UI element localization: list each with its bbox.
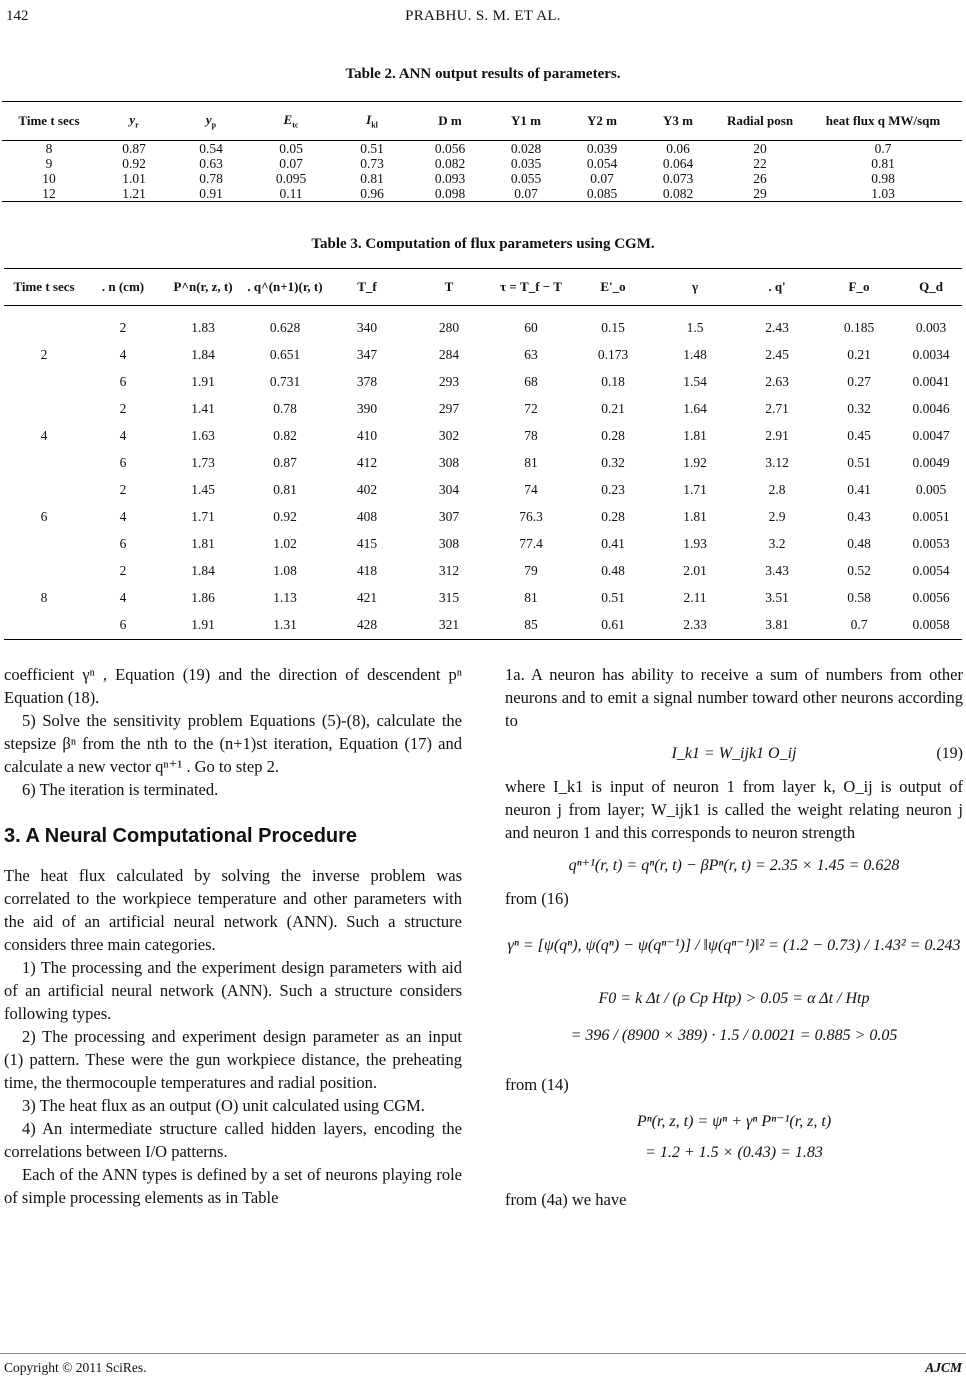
time-cell [4,557,84,584]
t3-col-eo: E'_o [572,269,654,306]
table-cell: 0.61 [572,611,654,640]
table-cell: 2.11 [683,589,707,605]
table-cell: 0.91 [172,186,250,202]
t3-col-tf: T_f [326,269,408,306]
table-cell: 8 [45,141,53,156]
table3-caption: Table 3. Computation of flux parameters using CGM. [311,236,655,252]
footer-rule [0,1353,966,1354]
table-cell: 390 [356,400,378,416]
table-cell: 0.093 [434,171,466,186]
t2-col-e: $E_{tc}$ [250,102,332,141]
table-cell: 0.651 [269,346,301,362]
equation-p-a: Pⁿ(r, z, t) = ψⁿ + γⁿ Pⁿ⁻¹(r, z, t) [636,1113,832,1130]
table-cell: 0.095 [275,171,307,186]
from-14-label: from (14) [505,1075,569,1094]
table-cell: 297 [438,400,460,416]
left-para-ann: Each of the ANN types is defined by a set of neurons playing role of simple processing elements as in Table [4,1165,462,1207]
table-cell: 0.28 [601,508,625,524]
table-cell: 0.0047 [912,427,950,443]
t2-col-y3: Y3 m [640,102,716,141]
from-4a-label: from (4a) we have [505,1190,627,1209]
table-cell: 0.32 [601,454,625,470]
equation-19-body: I_k1 = W_ijk1 O_ij [671,745,797,762]
table-cell: 0.07 [279,156,303,171]
table-cell: 2.9 [768,508,786,524]
t3-col-tau: τ = T_f − T [490,269,572,306]
table-cell: 1.73 [191,454,215,470]
left-para-item2: 2) The processing and experiment design parameter as an input (1) pattern. These were the gun workpiece distance, the preheating time, the thermocouple temperatures and radial position. [4,1027,462,1092]
table-cell: 0.73 [360,156,384,171]
table-row [4,584,962,611]
table-cell: 20 [753,141,767,156]
table-row [4,368,962,395]
table-row [4,341,962,368]
table-cell: 0.028 [510,141,542,156]
table-cell: 1.84 [191,346,215,362]
time-cell [4,368,84,395]
table-cell: 378 [356,373,378,389]
table3-body [4,306,962,640]
table-cell: 9 [45,156,53,171]
table-row [4,449,962,476]
table-row [4,395,962,422]
table-cell: 0.073 [662,171,694,186]
page-number: 142 [6,8,29,24]
table-cell: 2.45 [765,346,789,362]
table-cell: 0.78 [199,171,223,186]
table-cell: 0.0049 [912,454,950,470]
table-cell: 402 [356,481,378,497]
table-cell: 63 [524,346,538,362]
table-cell: 0.96 [332,186,412,202]
t2-col-radial: Radial posn [716,102,804,141]
table-cell: 308 [438,535,460,551]
table-cell: 0.48 [601,562,625,578]
table2-body [2,141,962,202]
table-cell: 85 [490,611,572,640]
t3-col-gamma: γ [654,269,736,306]
table-cell: 0.003 [915,319,947,335]
table-cell: 0.18 [601,373,625,389]
left-para-step5: 5) Solve the sensitivity problem Equations (5)-(8), calculate the stepsize βⁿ from the nth to the (n+1)st iteration, Equation (17) and calculate a new vector qⁿ⁺¹ . Go to step 2. [4,711,462,776]
table-cell: 81 [524,454,538,470]
table-cell: 0.87 [122,141,146,156]
time-cell [4,449,84,476]
table-cell: 1.03 [804,186,962,202]
table-cell: 1.71 [683,481,707,497]
table-cell: 0.0054 [912,562,950,578]
table-cell: 2.01 [683,562,707,578]
table-cell: 2.43 [765,319,789,335]
table-cell: 0.27 [847,373,871,389]
table-cell: 0.7 [818,611,900,640]
table-cell: 0.0051 [912,508,950,524]
table-cell: 0.0041 [912,373,950,389]
table-cell: 3.43 [765,562,789,578]
table-cell: 0.731 [269,373,301,389]
table2-header-row [2,102,962,141]
table-cell: 1.13 [273,589,297,605]
table-cell: 1.81 [683,427,707,443]
table-cell: 2.63 [765,373,789,389]
right-para-1: 1a. A neuron has ability to receive a sum of numbers from other neurons and to emit a signal number toward other neurons according to [505,665,963,730]
t2-col-yp: $y_p$ [172,102,250,141]
table-cell: 1.45 [191,481,215,497]
table-cell: 1.48 [683,346,707,362]
table-cell: 410 [356,427,378,443]
t3-col-qprime: . q' [736,269,818,306]
table-cell: 0.54 [199,141,223,156]
table-cell: 307 [438,508,460,524]
table-cell: 6 [119,454,127,470]
table-cell: 0.06 [666,141,690,156]
table-cell: 2.33 [654,611,736,640]
table-cell: 293 [438,373,460,389]
table-cell: 0.32 [847,400,871,416]
table-cell: 0.48 [847,535,871,551]
table-cell: 1.64 [683,400,707,416]
table-cell: 72 [524,400,538,416]
table-row [2,156,962,171]
t2-col-time: Time t secs [2,102,96,141]
table-cell: 6 [84,611,162,640]
table-cell: 415 [356,535,378,551]
left-para-item3: 3) The heat flux as an output (O) unit calculated using CGM. [22,1096,425,1115]
table-cell: 0.98 [871,171,895,186]
table-cell: 0.082 [640,186,716,202]
table-cell: 1.92 [683,454,707,470]
table-cell: 0.054 [586,156,618,171]
table-cell: 1.41 [191,400,215,416]
t2-col-i: $I_{kl}$ [332,102,412,141]
time-cell: 4 [40,427,48,443]
t2-col-y1: Y1 m [488,102,564,141]
left-para-1: coefficient γⁿ , Equation (19) and the direction of descendent pⁿ Equation (18). [4,665,462,707]
table-cell: 2 [119,481,127,497]
table-cell: 421 [356,589,378,605]
table3-header-row [4,269,962,306]
table-cell: 0.45 [847,427,871,443]
table-row [2,186,962,202]
table-cell: 340 [356,319,378,335]
table-cell: 312 [438,562,460,578]
table-cell: 0.0053 [912,535,950,551]
table-cell: 2 [119,562,127,578]
table-cell: 0.81 [273,481,297,497]
table-cell: 4 [119,346,127,362]
time-cell: 6 [40,508,48,524]
table-cell: 2 [119,319,127,335]
left-para-step6: 6) The iteration is terminated. [22,780,219,799]
table-cell: 0.52 [847,562,871,578]
table-cell: 74 [524,481,538,497]
table-row [4,611,962,640]
t2-col-y2: Y2 m [564,102,640,141]
table-row [2,171,962,186]
table-cell: 0.173 [597,346,629,362]
table-cell: 1.63 [191,427,215,443]
table-cell: 0.7 [874,141,892,156]
table-cell: 0.082 [434,156,466,171]
table-cell: 81 [524,589,538,605]
table-cell: 0.92 [273,508,297,524]
table-cell: 0.82 [273,427,297,443]
table-cell: 4 [119,508,127,524]
table-cell: 0.005 [915,481,947,497]
table-cell: 0.28 [601,427,625,443]
table-cell: 1.84 [191,562,215,578]
table-cell: 0.055 [510,171,542,186]
table-cell: 0.43 [847,508,871,524]
table-cell: 1.91 [162,611,244,640]
table-cell: 1.71 [191,508,215,524]
table-cell: 78 [524,427,538,443]
table-cell: 0.035 [510,156,542,171]
table-cell: 1.91 [191,373,215,389]
footer-journal: AJCM [925,1360,962,1375]
table-cell: 0.05 [279,141,303,156]
table-cell: 0.81 [871,156,895,171]
table-cell: 2.91 [765,427,789,443]
table-cell: 1.08 [273,562,297,578]
table-cell: 1.83 [191,319,215,335]
table-cell: 0.0058 [900,611,962,640]
table-cell: 0.21 [847,346,871,362]
table-cell: 0.15 [601,319,625,335]
table-cell: 0.63 [199,156,223,171]
from-16-label: from (16) [505,889,569,908]
table-cell: 418 [356,562,378,578]
table-cell: 68 [524,373,538,389]
table-row [4,476,962,503]
table-cell: 1.86 [191,589,215,605]
table-cell: 3.81 [736,611,818,640]
table-cell: 0.064 [662,156,694,171]
time-cell: 8 [40,589,48,605]
equation-fourier-a: F0 = k Δt / (ρ Cp Htp) > 0.05 = α Δt / Htp [598,990,870,1007]
t3-col-qn1: . q^(n+1)(r, t) [244,269,326,306]
table-cell: 0.21 [601,400,625,416]
table-cell: 0.78 [273,400,297,416]
table-cell: 76.3 [519,508,543,524]
table-cell: 1.01 [122,171,146,186]
t3-col-t: T [408,269,490,306]
table-cell: 0.07 [488,186,564,202]
right-para-2: where I_k1 is input of neuron 1 from layer k, O_ij is output of neuron j from layer; W_ijk1 is called the weight relating neuron j and neuron 1 and this corresponds to neuron strength [505,777,963,842]
table-row [4,422,962,449]
table-cell: 0.41 [847,481,871,497]
t3-col-time: Time t secs [4,269,84,306]
table-cell: 0.07 [590,171,614,186]
t3-col-n: . n (cm) [84,269,162,306]
table-row [4,503,962,530]
table-cell: 6 [119,373,127,389]
table-cell: 0.0056 [912,589,950,605]
table-cell: 0.51 [847,454,871,470]
footer-copyright: Copyright © 2011 SciRes. [4,1360,147,1375]
table-cell: 0.098 [412,186,488,202]
equation-q-update: qⁿ⁺¹(r, t) = qⁿ(r, t) − βPⁿ(r, t) = 2.35 × 1.45 = 0.628 [568,857,900,874]
table-cell: 0.58 [847,589,871,605]
time-cell: 2 [40,346,48,362]
table-cell: 3.51 [765,589,789,605]
t3-col-qd: Q_d [900,269,962,306]
table-cell: 79 [524,562,538,578]
table-cell: 3.2 [768,535,786,551]
table-cell: 1.81 [191,535,215,551]
table-cell: 26 [753,171,767,186]
table-cell: 29 [716,186,804,202]
table-cell: 308 [438,454,460,470]
table-cell: 1.5 [686,319,704,335]
right-column [505,663,963,1211]
table-cell: 304 [438,481,460,497]
left-para-item1: 1) The processing and the experiment design parameters with aid of an artificial neural network (ANN). Such a structure considers following types. [4,958,462,1023]
table-cell: 2.8 [768,481,786,497]
table-cell: 77.4 [519,535,543,551]
table-row [4,530,962,557]
table-cell: 0.185 [843,319,875,335]
table-cell: 280 [438,319,460,335]
table-cell: 1.81 [683,508,707,524]
table-cell: 60 [524,319,538,335]
section-heading: 3. A Neural Computational Procedure [4,825,358,847]
table-cell: 408 [356,508,378,524]
table-cell: 0.085 [564,186,640,202]
table-cell: 315 [438,589,460,605]
time-cell [4,476,84,503]
table-cell: 0.51 [360,141,384,156]
equation-gamma: γⁿ = [ψ(qⁿ), ψ(qⁿ) − ψ(qⁿ⁻¹)] / ‖ψ(qⁿ⁻¹)‖² = (1.2 − 0.73) / 1.43² = 0.243 [507,937,961,954]
table-cell: 4 [119,589,127,605]
equation-19-number: (19) [936,745,963,762]
table-cell: 12 [2,186,96,202]
time-cell [4,530,84,557]
t3-col-pn: P^n(r, z, t) [162,269,244,306]
table-cell: 3.12 [765,454,789,470]
table-cell: 0.0034 [912,346,950,362]
table-cell: 1.02 [273,535,297,551]
time-cell [4,395,84,422]
table-cell: 321 [408,611,490,640]
table-cell: 412 [356,454,378,470]
t2-col-d: D m [412,102,488,141]
table-cell: 6 [119,535,127,551]
table-cell: 0.23 [601,481,625,497]
table2 [2,101,962,202]
left-para-item4: 4) An intermediate structure called hidden layers, encoding the correlations between I/O patterns. [4,1119,462,1161]
equation-p-b: = 1.2 + 1.5 × (0.43) = 1.83 [645,1144,823,1161]
table-cell: 347 [356,346,378,362]
time-cell [4,306,84,342]
table-row [4,306,962,342]
running-head: PRABHU. S. M. ET AL. [405,8,561,24]
table-cell: 284 [438,346,460,362]
left-para-intro: The heat flux calculated by solving the inverse problem was correlated to the workpiece temperature and other parameters with the aid of an artificial neural network (ANN). Such a structure considers three main categories. [4,866,462,954]
table-cell: 22 [753,156,767,171]
table-cell: 10 [42,171,56,186]
table-cell: 1.31 [244,611,326,640]
equation-19 [505,742,963,765]
table-cell: 1.21 [96,186,172,202]
table-cell: 0.51 [601,589,625,605]
table-cell: 4 [119,427,127,443]
table-cell: 302 [438,427,460,443]
left-column [4,663,462,1209]
table-cell: 0.81 [360,171,384,186]
table-cell: 0.628 [269,319,301,335]
table-cell: 0.11 [250,186,332,202]
table-cell: 1.54 [683,373,707,389]
table2-caption: Table 2. ANN output results of parameters. [345,66,621,82]
table-cell: 0.039 [586,141,618,156]
t2-col-yr: $y_r$ [96,102,172,141]
table-cell: 0.41 [601,535,625,551]
table-cell: 0.0046 [912,400,950,416]
equation-fourier-b: = 396 / (8900 × 389) · 1.5 / 0.0021 = 0.885 > 0.05 [570,1027,898,1044]
table-row [4,557,962,584]
t2-col-flux: heat flux q MW/sqm [804,102,962,141]
table-cell: 2.71 [765,400,789,416]
table-cell: 428 [326,611,408,640]
table3 [4,268,962,640]
table-cell: 0.87 [273,454,297,470]
table-row [2,141,962,157]
time-cell [4,611,84,640]
t3-col-fo: F_o [818,269,900,306]
table-cell: 0.056 [434,141,466,156]
table-cell: 1.93 [683,535,707,551]
table-cell: 2 [119,400,127,416]
table-cell: 0.92 [122,156,146,171]
